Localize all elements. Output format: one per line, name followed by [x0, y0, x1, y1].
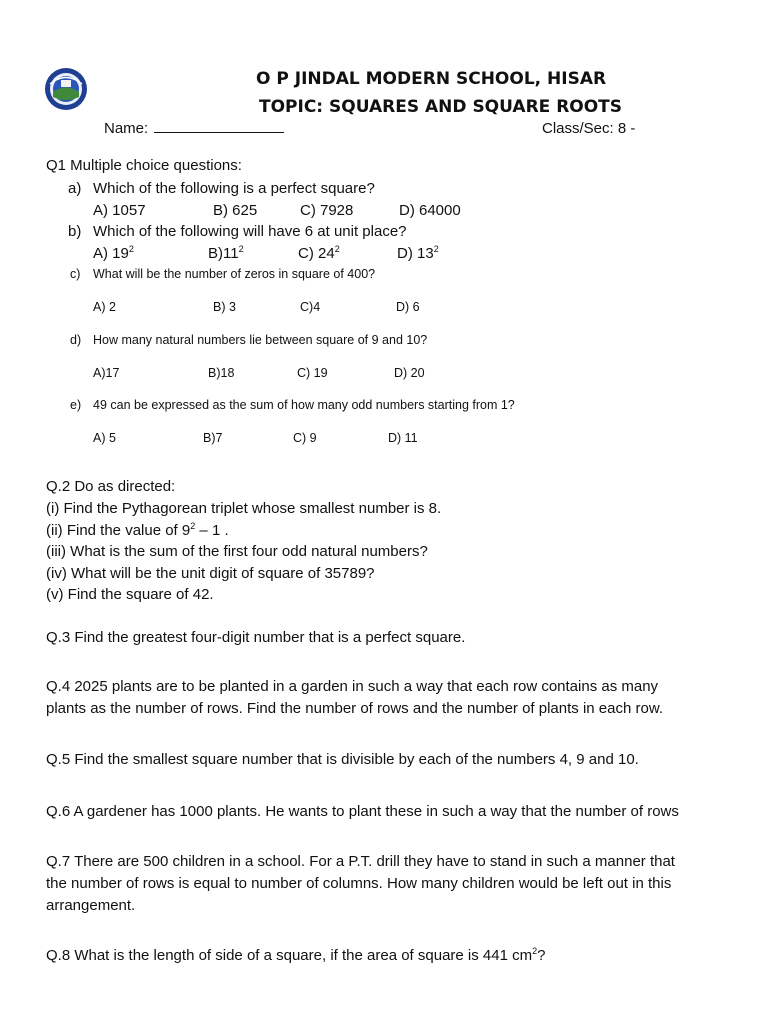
q1c-option-d: D) 6	[396, 300, 420, 314]
q2-item-iii: (iii) What is the sum of the first four odd natural numbers?	[46, 543, 428, 560]
name-field	[104, 120, 284, 137]
q1-heading: Q1 Multiple choice questions:	[46, 157, 242, 174]
name-label: Name:	[104, 120, 149, 137]
q1d-label: d)	[70, 333, 82, 347]
q7-line-3: arrangement.	[46, 897, 136, 914]
q4-line-1: Q.4 2025 plants are to be planted in a garden in such a way that each row contains as many	[46, 678, 659, 695]
q4-line-2: plants as the number of rows. Find the number of rows and the number of plants in each row.	[46, 700, 663, 717]
q5-text: Q.5 Find the smallest square number that is divisible by each of the numbers 4, 9 and 10.	[46, 751, 639, 768]
q1c-text: What will be the number of zeros in square of 400?	[93, 267, 376, 281]
q1a-option-b: B) 625	[213, 202, 258, 219]
q1c-option-c: C)4	[300, 300, 321, 314]
q2-item-v: (v) Find the square of 42.	[46, 586, 214, 603]
q3-text: Q.3 Find the greatest four-digit number that is a perfect square.	[46, 629, 466, 646]
q1c-option-a: A) 2	[93, 300, 116, 314]
q7-line-1: Q.7 There are 500 children in a school. For a P.T. drill they have to stand in such a manner that	[46, 853, 675, 870]
school-logo-icon	[44, 67, 88, 111]
q2-item-i: (i) Find the Pythagorean triplet whose smallest number is 8.	[46, 500, 442, 517]
q1d-option-a: A)17	[93, 366, 120, 380]
q1e-option-c: C) 9	[293, 431, 317, 445]
q1a-text: Which of the following is a perfect square?	[93, 180, 375, 197]
q1d-text: How many natural numbers lie between square of 9 and 10?	[93, 333, 428, 347]
q1e-label: e)	[70, 398, 82, 412]
q1d-option-d: D) 20	[394, 366, 425, 380]
q1a-label: a)	[68, 180, 82, 197]
q1a-option-c: C) 7928	[300, 202, 354, 219]
q8-text: Q.8 What is the length of side of a square, if the area of square is 441 $cm^2$?	[46, 946, 546, 964]
q1c-option-b: B) 3	[213, 300, 236, 314]
q1e-option-d: D) 11	[388, 431, 418, 445]
q2-item-iv: (iv) What will be the unit digit of square of 35789?	[46, 565, 375, 582]
q6-text: Q.6 A gardener has 1000 plants. He wants to plant these in such a way that the number of rows	[46, 803, 679, 820]
q7-line-2: the number of rows is equal to number of columns. How many children would be left out in this	[46, 875, 672, 892]
q1c-label: c)	[70, 267, 81, 281]
q2-item-ii: (ii) Find the value of $9^2 - 1$ .	[46, 521, 229, 539]
q1a-option-a: A) 1057	[93, 202, 146, 219]
q1b-option-b: $B)11^2$	[208, 244, 244, 262]
q1b-option-c: C) $24^2$	[298, 244, 340, 262]
q1d-option-b: B)18	[208, 366, 235, 380]
q1a-option-d: D) 64000	[399, 202, 461, 219]
q1e-text: 49 can be expressed as the sum of how many odd numbers starting from 1?	[93, 398, 515, 412]
q1e-option-a: A) 5	[93, 431, 116, 445]
topic-title: TOPIC: SQUARES AND SQUARE ROOTS	[259, 97, 623, 117]
q1b-label: b)	[68, 223, 82, 240]
q1e-option-b: B)7	[203, 431, 223, 445]
q1d-option-c: C) 19	[297, 366, 328, 380]
q1b-option-a: A) $19^2$	[93, 244, 134, 262]
class-section-label: Class/Sec: 8 -	[542, 120, 636, 137]
q2-heading: Q.2 Do as directed:	[46, 478, 176, 495]
name-blank	[154, 120, 284, 133]
q1b-option-d: D) $13^2$	[397, 244, 439, 262]
q1b-text: Which of the following will have 6 at unit place?	[93, 223, 407, 240]
school-name: O P JINDAL MODERN SCHOOL, HISAR	[256, 69, 607, 89]
